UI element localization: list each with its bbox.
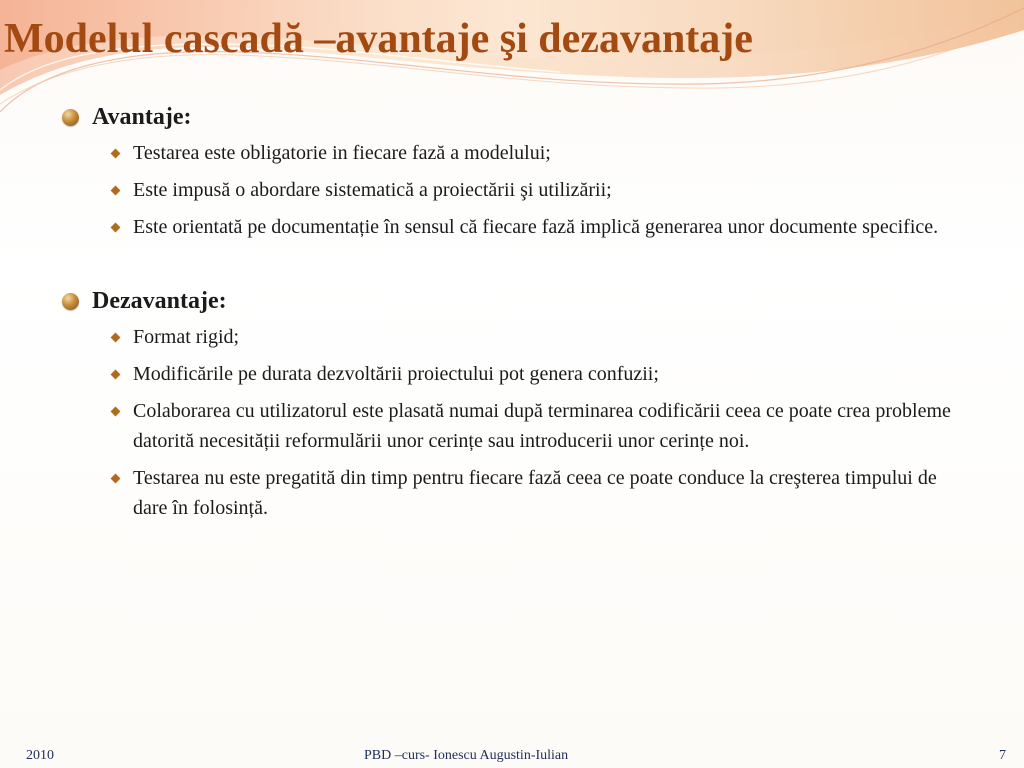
footer-course-author: PBD –curs- Ionescu Augustin-Iulian <box>364 748 569 763</box>
list-item <box>108 396 952 456</box>
section-advantages <box>62 100 952 242</box>
list-item-text: Este impusă o abordare sistematică a proiectării şi utilizării; <box>133 179 612 201</box>
footer-slide-number: 7 <box>999 748 1006 763</box>
diamond-bullet-icon <box>111 223 121 233</box>
bullet-list <box>62 322 952 523</box>
slide-content <box>62 100 952 530</box>
bronze-orb-bullet-icon <box>62 109 79 126</box>
section-heading-label: Avantaje: <box>92 104 192 130</box>
diamond-bullet-icon <box>111 186 121 196</box>
list-item-text: Modificările pe durata dezvoltării proiectului pot genera confuzii; <box>133 363 659 385</box>
list-item-text: Testarea nu este pregatită din timp pentru fiecare fază ceea ce poate conduce la creşterea timpului de dare în folosință. <box>133 467 937 519</box>
section-heading <box>62 100 952 134</box>
diamond-bullet-icon <box>111 370 121 380</box>
footer-date: 2010 <box>26 748 54 763</box>
list-item <box>108 138 952 168</box>
diamond-bullet-icon <box>111 149 121 159</box>
list-item-text: Testarea este obligatorie in fiecare fază a modelului; <box>133 142 551 164</box>
list-item <box>108 322 952 352</box>
list-item <box>108 359 952 389</box>
list-item-text: Este orientată pe documentație în sensul că fiecare fază implică generarea unor documente specifice. <box>133 216 939 238</box>
list-item-text: Format rigid; <box>133 326 240 348</box>
section-heading <box>62 284 952 318</box>
list-item <box>108 175 952 205</box>
section-disadvantages <box>62 284 952 523</box>
diamond-bullet-icon <box>111 474 121 484</box>
list-item-text: Colaborarea cu utilizatorul este plasată numai după terminarea codificării ceea ce poate crea probleme datorită necesității reformulării unor cerințe sau introducerii unor cerințe noi. <box>133 400 951 452</box>
diamond-bullet-icon <box>111 407 121 417</box>
list-item <box>108 463 952 523</box>
slide-title: Modelul cascadă –avantaje şi dezavantaje <box>4 16 753 62</box>
bronze-orb-bullet-icon <box>62 293 79 310</box>
diamond-bullet-icon <box>111 333 121 343</box>
section-heading-label: Dezavantaje: <box>92 288 227 314</box>
bullet-list <box>62 138 952 242</box>
list-item <box>108 212 952 242</box>
